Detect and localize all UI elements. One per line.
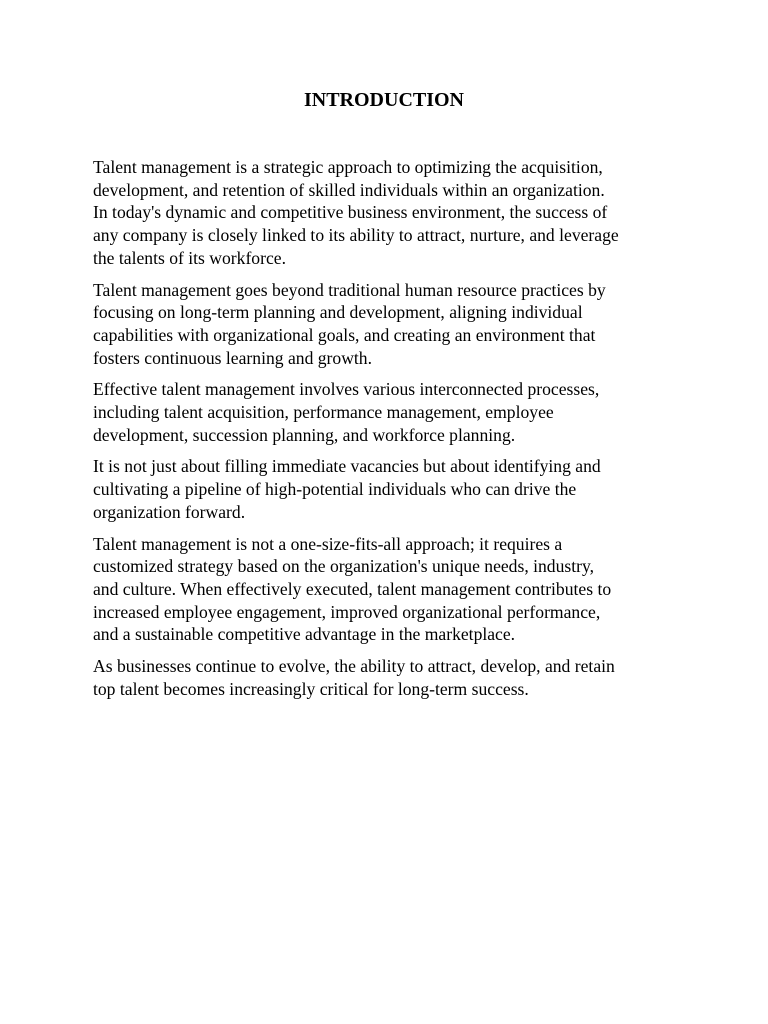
paragraph-4: It is not just about filling immediate vacancies but about identifying and cultivating a pipeline of high-potential individuals who can drive the organization forward.: [93, 456, 601, 522]
paragraph-3: Effective talent management involves various interconnected processes, including talent acquisition, performance management, employee development, succession planning, and workforce planning.: [93, 379, 600, 445]
paragraph-6: As businesses continue to evolve, the ability to attract, develop, and retain top talent becomes increasingly critical for long-term success.: [93, 656, 615, 699]
document-body: [93, 156, 683, 709]
paragraph-2: Talent management goes beyond traditional human resource practices by focusing on long-term planning and development, aligning individual capabilities with organizational goals, and creating an environment that fosters continuous learning and growth.: [93, 279, 606, 368]
page-title: INTRODUCTION: [303, 89, 465, 111]
paragraph-1: Talent management is a strategic approach to optimizing the acquisition, development, and retention of skilled individuals within an organization. In today's dynamic and competitive business environment, the success of any company is closely linked to its ability to attract, nurture, and leverage the talents of its workforce.: [93, 157, 619, 268]
paragraph-5: Talent management is not a one-size-fits-all approach; it requires a customized strategy based on the organization's unique needs, industry, and culture. When effectively executed, talent management contributes to increased employee engagement, improved organizational performance, and a sustainable competitive advantage in the marketplace.: [93, 533, 612, 645]
